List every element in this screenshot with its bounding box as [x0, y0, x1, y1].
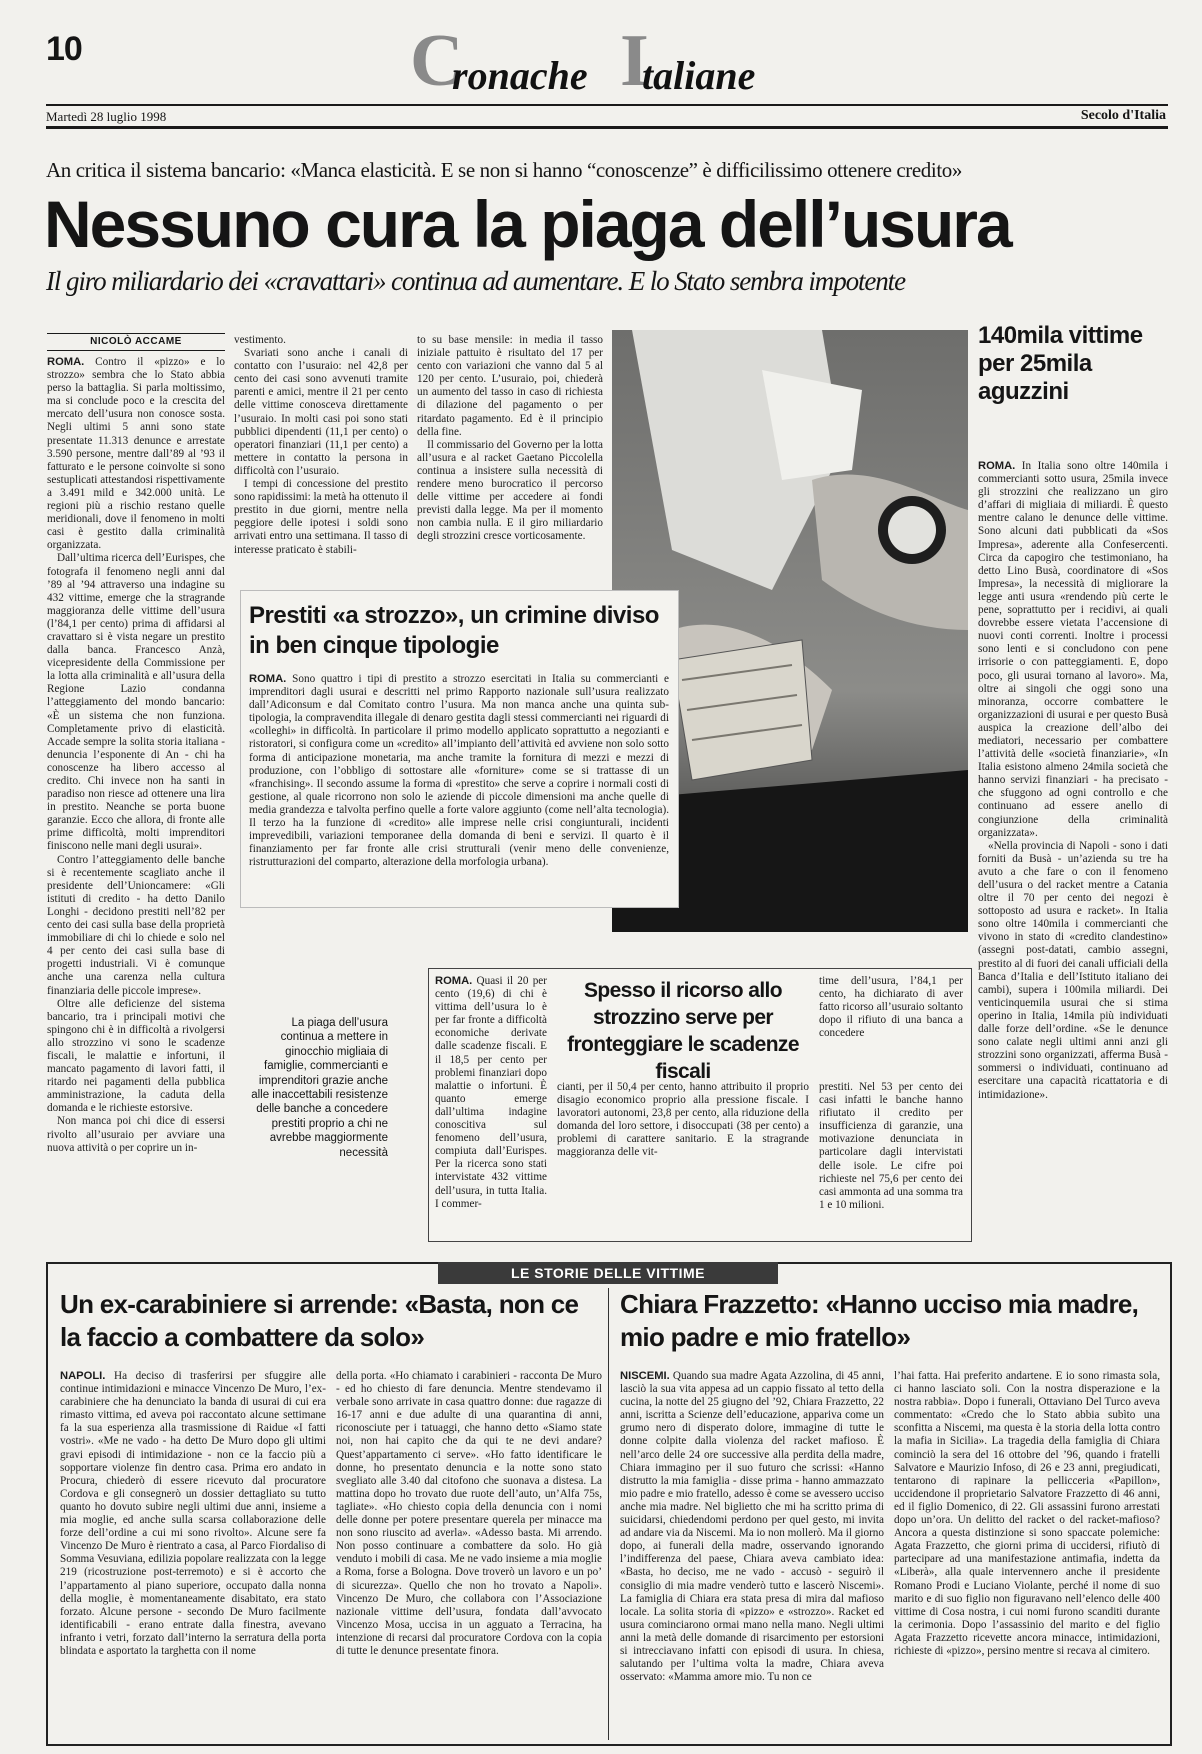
story-left-title: Un ex-carabiniere si arrende: «Basta, non ce la faccio a combattere da solo»	[60, 1289, 579, 1352]
paragraph: Sono quattro i tipi di prestito a strozzo esercitati in Italia su commercianti e imprenditori dagli usurai e descritti nel primo Rapporto nazionale sull’usura realizzato dall’Adiconsum e dal Comitato contro l’usura. Ma non manca anche una quinta sub-tipologia, la compravendita illegale di denaro gestita dagli stessi commercianti nei riguardi di «colleghi» in difficoltà. In particolare il primo modello applicato soprattutto a negozianti e ristoratori, si configura come un «credito» all’impianto dell’attività ed avviene non solo sotto forma di anticipazione monetaria, ma anche tramite la fornitura di mezzi e mezzi di produzione, con l’obbligo di sottostare alle «forniture» come se si trattasse di un «franchising». Il secondo assume la forma di «prestito» che serve a coprire i normali costi di gestione, al quale ricorrono non solo le aziende di piccole dimensioni ma anche quelle di media grandezza e talvolta perfino quelle a forte valore aggiunto (come nell’alta tecnologia). Il terzo ha la funzione di «credito» alle imprese nelle crisi congiunturali, incidenti imprevedibili, variazioni temporanee della domanda di beni e servizi. Il quarto è il finanziamento per far fronte alle crisi strutturali (venir meno delle convenienze, ristrutturazioni del comparto, alterazione della morfologia urbana).	[249, 673, 669, 869]
dateline: NAPOLI.	[60, 1370, 106, 1382]
box-fiscali-title: Spesso il ricorso allo strozzino serve per fronteggiare le scadenze fiscali	[567, 979, 799, 1083]
paragraph: to su base mensile: in media il tasso iniziale pattuito è risultato del 17 per cento con variazioni che vanno dal 5 al 120 per cento. L’usuraio, poi, chiederà un aumento del tasso in caso di richiesta di dilazione del pagamento o per ritardato pagamento. Ed è il principio della fine.	[417, 334, 603, 438]
box-fiscali	[428, 968, 972, 1242]
paragraph: time dell’usura, l’84,1 per cento, ha dichiarato di aver fatto ricorso all’usuraio soltanto dopo il rifiuto di una banca a concedere	[819, 975, 963, 1040]
paragraph: vestimento.	[234, 334, 286, 346]
paragraph: Oltre alle deficienze del sistema bancario, tra i principali motivi che spingono chi è in difficoltà a rivolgersi allo strozzino vi sono le scadenze fiscali, le malattie e infortuni, il mancato pagamento di lavori fatti, il ritardo nei pagamenti della pubblica amministrazione, la caduta della domanda e le richieste estorsive.	[47, 997, 225, 1115]
box-fiscali-column-c-bottom	[819, 1081, 963, 1233]
paragraph: Dall’ultima ricerca dell’Eurispes, che fotografa il fenomeno negli anni dal ’89 al ’94 attraverso una indagine su 432 vittime, emerge che la stragrande maggioranza delle vittime dell’usura (l’84,1 per cento) prima di affidarsi al cravattaro si è vista negare un prestito dalla banca. Francesco Anzà, vicepresidente della Commissione per la lotta alla criminalità e all’usura della Regione Lazio condanna l’atteggiamento del mondo bancario: «È un sistema che non funziona. Completamente privo di elasticità. Accade sempre la solita storia italiana - denuncia l’esponente di An - chi ha conoscenze ha libero accesso al credito. Chi invece non ha santi in paradiso non riesce ad ottenere una lira in prestito. Neanche se porta buone garanzie. Ecco che allora, di fronte alle prime difficoltà, molti imprenditori finiscono nelle mani degli usurai».	[47, 552, 225, 853]
box-tipologie	[240, 590, 679, 908]
paragraph: «Nella provincia di Napoli - sono i dati forniti da Busà - un’azienda su tre ha avuto a che fare o con il fenomeno dell’usura o del racket mentre a Catania oltre il 70 per cento dei negozi è sottoposto ad usura e racket». In Italia sono oltre 140mila i commercianti che vivono in stato di «credito clandestino» (assegni post-datati, cambio assegni, prestito al di fuori dei canali ufficiali della Banca d’Italia e dell’Istituto italiano dei cambi), supera i 100mila miliardi. Dei venticinquemila usurai che si stima operino in Italia, 14mila più individuati dalle forze dell’ordine. «Se le denunce sono calate negli ultimi anni anzi gli strozzini sono organizzati, afferma Busà - sommersi o individuati, continuano ad esercitare una capacità ricattatoria e di intimidazione».	[978, 839, 1168, 1101]
main-subhead: Il giro miliardario dei «cravattari» continua ad aumentare. E lo Stato sembra impotente	[46, 266, 905, 296]
pull-quote: La piaga dell’usura continua a mettere in ginocchio migliaia di famiglie, commercianti e imprenditori grazie anche alle inaccettabili resistenze delle banche a concedere prestiti proprio a chi ne avrebbe maggiormente necessità	[251, 1017, 388, 1159]
masthead-rule-bottom	[46, 126, 1168, 129]
sidebar-text	[978, 460, 1168, 1236]
box-tipologie-text	[249, 673, 669, 899]
byline: NICOLÒ ACCAME	[90, 336, 182, 347]
page-number: 10	[46, 30, 82, 68]
box-fiscali-column-c-top	[819, 975, 963, 1077]
story-right-title: Chiara Frazzetto: «Hanno ucciso mia madre, mio padre e mio fratello»	[620, 1289, 1139, 1352]
paragraph: Svariati sono anche i canali di contatto con l’usuraio: nel 42,8 per cento dei casi sono avvenuti tramite parenti e amici, mentre il 21 per cento delle vittime conosceva direttamente l’usuraio. In molti casi poi sono stati pubblici dipendenti (11,1 per cento) o operatori finanziari (11,1 per cento) a mettere in contatto la persona in difficoltà con l’usuraio.	[234, 347, 408, 477]
main-article-column-3	[417, 334, 603, 584]
paragraph: Il commissario del Governo per la lotta all’usura e al racket Gaetano Piccolella continua a insistere sulla necessità di rendere meno burocratico il percorso delle vittime per accedere ai fondi previsti dalla legge. Ma per il momento non cambia nulla. E il giro miliardario degli strozzini cresce vorticosamente.	[417, 438, 603, 543]
dateline: NISCEMI.	[620, 1370, 670, 1382]
main-article-column-1	[47, 356, 225, 1236]
paragraph: Contro il «pizzo» e lo strozzo» sembra che lo Stato abbia perso la battaglia. Si parla moltissimo, ma si conclude poco e la crescita del mercato dell’usura non conosce sosta. Negli ultimi 5 anni sono state presentate 11.313 denunce e arrestate 3.590 persone, mentre dall’89 al ’93 il fatturato e le persone coinvolte si sono sestuplicati attestandosi rispettivamente a 3.491 mild e 342.000 unità. Le regioni più a rischio restano quelle meridionali, dove il fenomeno in molti casi è gestito dalla criminalità organizzata.	[47, 356, 225, 552]
box-tipologie-title: Prestiti «a strozzo», un crimine diviso in ben cinque tipologie	[249, 602, 659, 659]
sidebar-title: 140mila vittime per 25mila aguzzini	[978, 322, 1143, 405]
paragraph: Quando sua madre Agata Azzolina, di 45 anni, lasciò la sua vita appesa ad un cappio fissato al tetto della cucina, la notte del 25 giugno del ’92, Chiara Frazzetto, 22 anni, iscritta a Scienze dell’educazione, appariva come un grumo nero di disperato dolore, immagine di tutte le donne colpite dalla violenza del racket mafioso. È nell’arco delle 24 ore successive alla perdita della madre, Chiara immagino per il suo futuro che scrissi: «Hanno distrutto la mia famiglia - disse prima - hanno ammazzato mio padre e mio fratello, adesso è come se avessero ucciso anche mia madre. Nel biglietto che mi ha scritto prima di suicidarsi, chiedendomi perdono per quel gesto, mi invita ad andare via da Niscemi. Ma io non mollerò. Ma il giorno dopo, ai funerali della madre, osservando ignorando l’indifferenza del paese, Chiara aveva cambiato idea: «Basta, ho deciso, me ne vado - accusò - seguirò il consiglio di mia madre venderò tutto e lascerò Niscemi». La famiglia di Chiara era stata presa di mira dal mafioso locale. La solita storia di «pizzo» e «strozzo». Racket ed usura cominciarono ormai mano nella mano. Negli ultimi anni la metà delle domande di risarcimento per estorsioni si intrecciavano infatti con episodi di usura. In chiesa, salutando per l’ultima volta la madre, Chiara aveva osservato: «Mamma amore mio. Tu non ce	[620, 1370, 884, 1684]
box-fiscali-column-a	[435, 975, 547, 1233]
main-article-column-2	[234, 334, 408, 594]
byline-rule-top	[47, 333, 225, 334]
section-word-cronache: ronache	[452, 53, 588, 98]
section-initial-i: I	[620, 20, 649, 102]
stories-section	[46, 1262, 1172, 1746]
dateline: ROMA.	[249, 673, 287, 685]
dateline: ROMA.	[47, 356, 85, 368]
dateline: ROMA.	[978, 460, 1016, 472]
story-right-column-1	[620, 1370, 884, 1738]
box-fiscali-column-b	[557, 1081, 809, 1233]
story-right-column-2	[894, 1370, 1160, 1738]
byline-rule-bottom	[47, 350, 225, 351]
paragraph: prestiti. Nel 53 per cento dei casi infatti le banche hanno rifiutato il credito per insufficienza di garanzie, una motivazione denunciata in particolare dagli intervistati delle isole. Le cifre poi richieste nel 75,6 per cento dei casi ammonta ad una somma tra 1 e 10 milioni.	[819, 1081, 963, 1211]
paragraph: I tempi di concessione del prestito sono rapidissimi: la metà ha ottenuto il prestito in due giorni, mentre nella peggiore delle ipotesi i soldi sono arrivati entro una settimana. Il tasso di interesse praticato è stabili-	[234, 478, 408, 556]
main-kicker: An critica il sistema bancario: «Manca elasticità. E se non si hanno “conoscenze” è difficilissimo ottenere credito»	[46, 158, 962, 182]
paragraph: della porta. «Ho chiamato i carabinieri - racconta De Muro - ed ho chiesto di fare denuncia. Mentre stendevamo il verbale sono arrivate in casa quattro donne: due ragazze di 16-17 anni e due adulte di una quarantina di anni, riconosciute per i tatuaggi, che hanno detto «Siamo state noi, non hai capito che da qui te ne devi andare? Quest’appartamento ci serve». «Ho fatto identificare le donne, ho presentato denuncia e la notte sono stato svegliato alle 3.40 dal citofono che suonava a distesa. La mattina dopo ho trovato due ruote dell’auto, un’Alfa 75s, tagliate». «Ho chiesto copia della denuncia con i nomi delle donne per potere presentare querela per minacce ma non sono riuscito ad averla». «Adesso basta. Mi arrendo. Non posso continuare a combattere da solo. Ho già venduto i mobili di casa. Me ne vado insieme a mia moglie a Roma, forse a Bologna. Dove troverò un lavoro e un po’ di sicurezza». Quello che non ho trovato a Napoli». Vincenzo De Muro, che collabora con l’Associazione nazionale vittime dell’usura, fondata dall’avvocato Vincenzo Mosa, uccisa in un agguato a Terracina, ha intenzione di recarsi dal procuratore Cordova con la copia di tutte le denunce presentate finora.	[336, 1370, 602, 1657]
section-initial-c: C	[410, 20, 464, 102]
masthead-rule-top	[46, 104, 1168, 106]
stories-banner: LE STORIE DELLE VITTIME	[438, 1262, 778, 1284]
paragraph: cianti, per il 50,4 per cento, hanno attribuito il proprio disagio economico proprio alla pressione fiscale. I lavoratori autonomi, 23,8 per cento, alla riduzione della domanda del loro settore, i disoccupati (38 per cento) a problemi di carattere sanitario. E la stragrande maggioranza delle vit-	[557, 1081, 809, 1159]
paragraph: l’hai fatta. Hai preferito andartene. E io sono rimasta sola, ci hanno lasciato soli. Con la nostra disperazione e la nostra rabbia». Dopo i funerali, Ottaviano Del Turco aveva commentato: «Credo che lo Stato abbia subìto una sconfitta a Niscemi, ma questa è la storia della lotta contro la mafia in Sicilia». La tragedia della famiglia di Chiara cominciò la sera del 16 ottobre del ’96, quando i fratelli Salvatore e Maurizio Infoso, di 26 e 23 anni, pregiudicati, tentarono di rapinare la pellicceria «Papillon», uccidendone il proprietario Salvatore Frazzetto di 46 anni, ed il figlio Domenico, di 22. Gli assassini furono arrestati dopo un’ora. Un delitto del racket o del racket-mafioso? Ancora a questa distinzione si sono spaccate polemiche: Agata Frazzetto, che giorni prima di uccidersi, rifiutò di partecipare ad una manifestazione antimafia, indetta da «Liberà», alla quale intervennero anche il presidente Romano Prodi e Luciano Violante, perché il nome di suo marito e di suo figlio non figuravano nell’elenco delle 400 vittime di Cosa nostra, i cui nomi furono scanditi durante la cerimonia. Dopo l’assassinio del marito e del figlio Agata Frazzetto ricevette ancora minacce, intimidazioni, richieste di «pizzo», persino mentre si recava al cimitero.	[894, 1370, 1160, 1657]
page-date: Martedì 28 luglio 1998	[46, 109, 167, 124]
section-title	[410, 20, 810, 104]
paragraph: Ha deciso di trasferirsi per sfuggire alle continue intimidazioni e minacce Vincenzo De Muro, l’ex-carabiniere che ha denunciato la banda di usurai di cui era rimasto vittima, ed aveva poi raccontato alcune settimane fa la sua esperienza alla trasmissione di Raidue «I fatti vostri». «Me ne vado - ha detto De Muro dopo gli ultimi gravi episodi di intimidazione - non ce la faccio più a sopportare violenze fin dentro casa. Prima ero andato in Procura, chiederò di essere ricevuto dal procuratore Cordova e gli consegnerò un dossier dettagliato su tutto quanto ho dovuto subire negli ultimi due anni, insieme a mia moglie, ed anche sulla scarsa collaborazione delle forze dell’ordine a cui mi sono rivolto». Alcune sere fa Vincenzo De Muro è rientrato a casa, al Parco Fiordaliso di Somma Vesuviana, edilizia popolare realizzata con la legge 219 (ricostruzione post-terremoto) e si è accorto che l’appartamento al piano superiore, occupato dalla nonna della moglie, è momentaneamente disabitato, era stato forzato. Alcune persone - secondo De Muro facilmente identificabili - erano entrate dalla finestra, avevano infranto i vetri, forzato dall’interno la serratura della porta blindata e asportato la targhetta con il nome	[60, 1370, 326, 1657]
dateline: ROMA.	[435, 975, 473, 987]
story-left-column-1	[60, 1370, 326, 1738]
paragraph: Contro l’atteggiamento delle banche si è recentemente scagliato anche il presidente dell’Unioncamere: «Gli istituti di credito - ha detto Danilo Longhi - decidono prestiti nell’82 per cento dei casi sulla base della proprietà immobiliare di chi lo chiede e solo nel 4 per cento dei casi sulla base di progetti industriali. Vi è comunque anche una carenza nella cultura finanziaria delle piccole imprese».	[47, 853, 225, 997]
paragraph: In Italia sono oltre 140mila i commercianti sotto usura, 25mila invece gli strozzini che realizzano un giro d’affari di migliaia di miliardi. È questo mentre calano le denunce delle vittime. Sono alcuni dati pubblicati da «Sos Impresa», aderente alla Confesercenti. Circa da capogiro che testimoniano, ha detto Lino Busà, coordinatore di «Sos Impresa», la necessità di migliorare la legge anti usura «rendendo più certe le pene, soprattutto per i recidivi, ai quali dovrebbe essere vietata l’accensione di nuovi conti correnti. Inoltre i processi sono lenti e si concludono con pene irrisorie o con patteggiamenti. E, dopo poco, gli usurai tornano al lavoro». Ma, oltre ai singoli che oggi sono una minoranza, occorre combattere le organizzazioni di usurai e per questo Busà auspica la creazione dell’albo dei mediatori, necessario per combattere l’attività delle «società finanziarie», «In Italia esistono almeno 24mila società che hanno servizi finanziari - ha precisato - che sfuggono ad ogni controllo e che continuano ad essere anello di congiunzione della criminalità organizzata».	[978, 460, 1168, 839]
newspaper-name: Secolo d'Italia	[1080, 108, 1166, 123]
main-headline: Nessuno cura la piaga dell’usura	[44, 187, 1011, 261]
paragraph: Non manca poi chi dice di essersi rivolto all’usuraio per avviare una nuova attività o per coprire un in-	[47, 1115, 225, 1154]
stories-divider	[608, 1288, 609, 1740]
story-left-column-2	[336, 1370, 602, 1738]
section-word-italiane: taliane	[642, 53, 756, 98]
paragraph: Quasi il 20 per cento (19,6) di chi è vittima dell’usura lo è per far fronte a difficoltà economiche derivate dalle scadenze fiscali. E il 18,5 per cento per problemi finanziari dopo malattie o infortuni. È quanto emerge dall’ultima indagine conoscitiva sul fenomeno dell’usura, compiuta dall’Eurispes. Per la ricerca sono stati intervistate 432 vittime dell’usura, in tutta Italia. I commer-	[435, 975, 547, 1210]
